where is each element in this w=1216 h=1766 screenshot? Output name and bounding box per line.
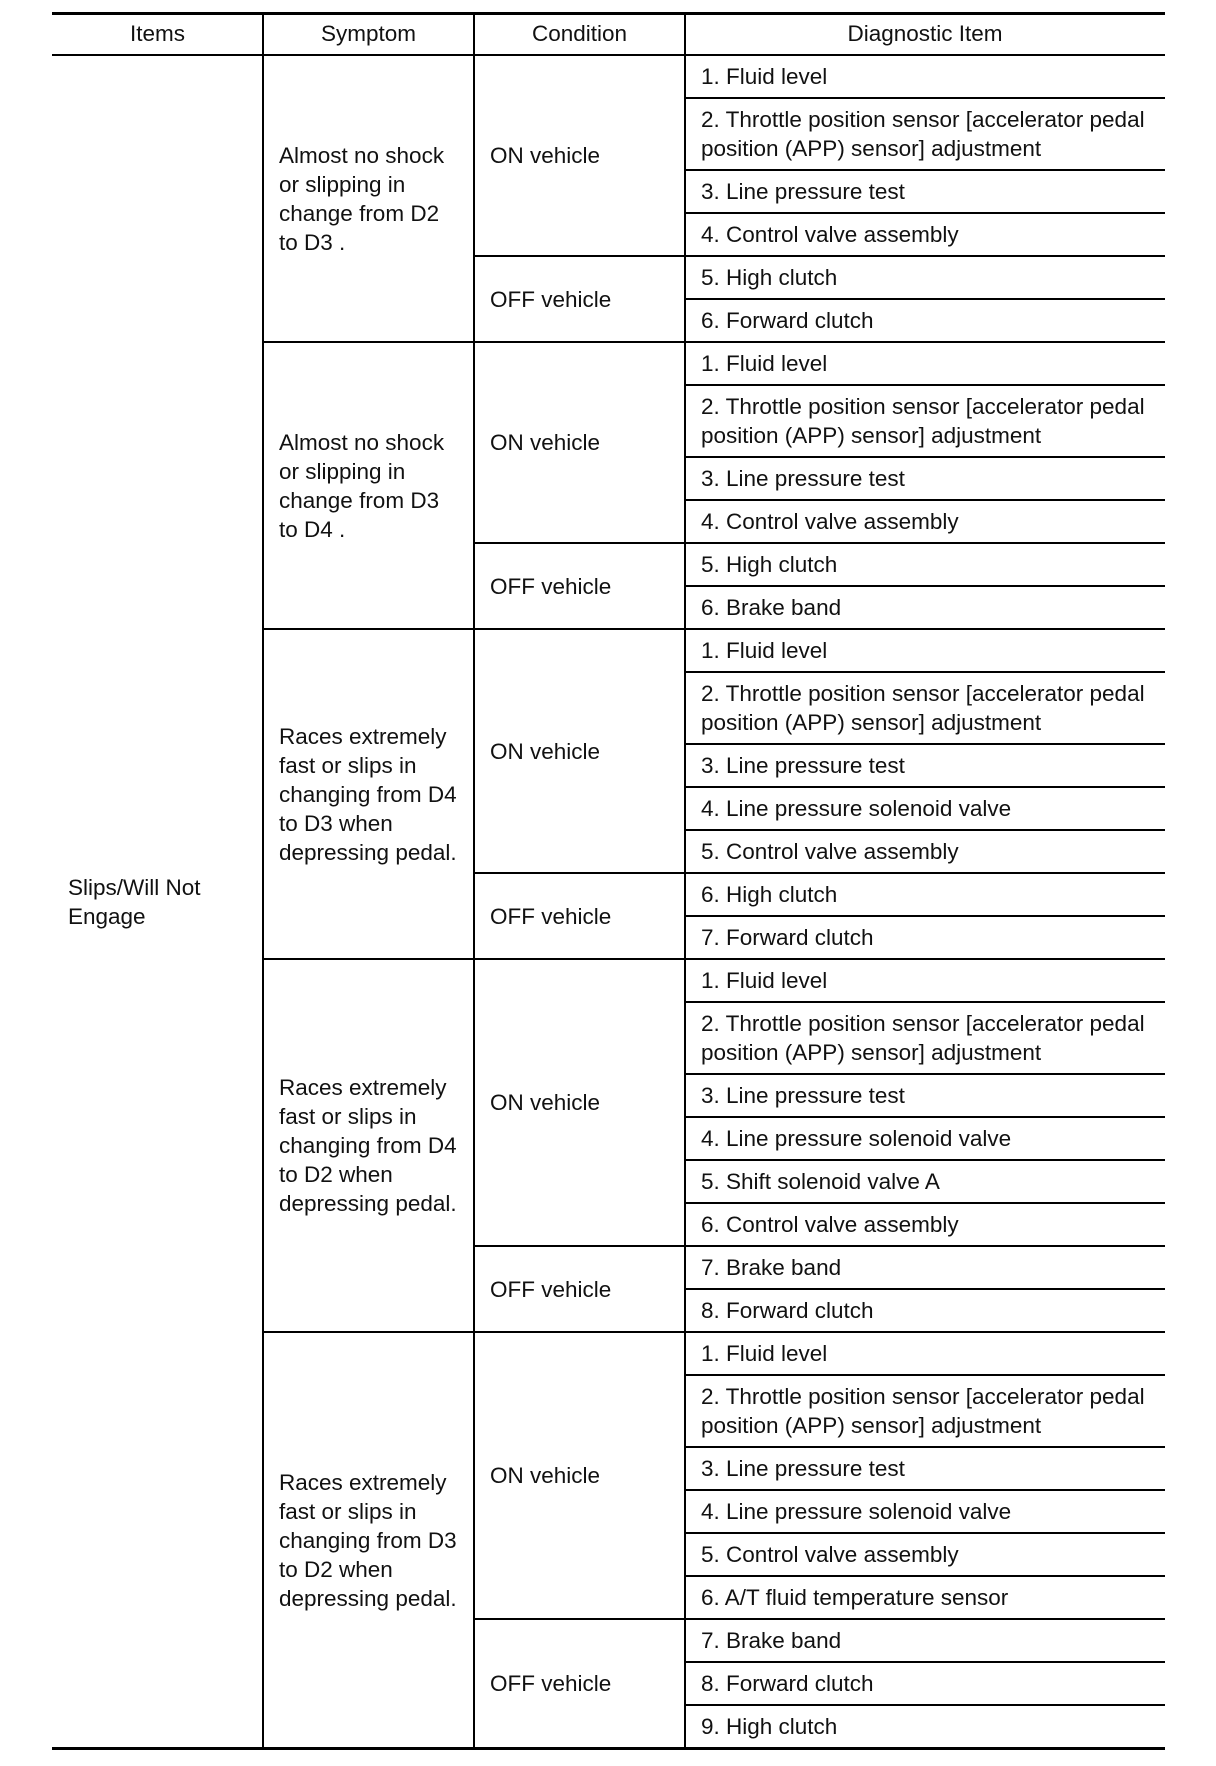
condition-cell-text: OFF vehicle (490, 1276, 612, 1302)
diagnostic-item-text: 2. Throttle position sensor [accelerator pedal position (APP) sensor] adjustment (701, 1384, 1145, 1438)
diagnostic-item-text: 5. Control valve assembly (701, 1542, 959, 1567)
diagnostic-item-text: 9. High clutch (701, 1714, 838, 1739)
diagnostic-item-text: 2. Throttle position sensor [accelerator pedal position (APP) sensor] adjustment (701, 394, 1145, 448)
header-symptom (263, 12, 474, 55)
header-diagnostic-item (685, 12, 1165, 55)
condition-cell (474, 873, 685, 959)
diagnostic-item (685, 1074, 1165, 1117)
diagnostic-item-text: 7. Brake band (701, 1628, 842, 1653)
diagnostic-item-text: 2. Throttle position sensor [accelerator pedal position (APP) sensor] adjustment (701, 1011, 1145, 1065)
diagnostic-item (685, 830, 1165, 873)
diagnostic-item (685, 1375, 1165, 1447)
diagnostic-item (685, 1533, 1165, 1576)
diagnostic-item (685, 959, 1165, 1002)
diagnostic-item-text: 4. Control valve assembly (701, 509, 959, 534)
symptom-cell-text: Races extremely fast or slips in changing from D4 to D2 when depressing pedal. (279, 1075, 457, 1216)
header-condition (474, 12, 685, 55)
diagnostic-item (685, 1203, 1165, 1246)
condition-cell (474, 1332, 685, 1619)
items-cell-text: Slips/Will Not Engage (68, 874, 201, 929)
diagnostic-item-text: 1. Fluid level (701, 968, 828, 993)
diagnostic-item-text: 3. Line pressure test (701, 1456, 905, 1481)
diagnostic-item-text: 1. Fluid level (701, 638, 828, 663)
header-items (52, 12, 263, 55)
condition-cell-text: ON vehicle (490, 143, 601, 168)
diagnostic-item (685, 1246, 1165, 1289)
diagnostic-item (685, 744, 1165, 787)
diagnostic-item (685, 457, 1165, 500)
diagnostic-item (685, 213, 1165, 256)
symptom-cell (263, 342, 474, 629)
condition-cell (474, 543, 685, 629)
table-top-rule (52, 12, 1165, 15)
header-items-text: Items (129, 21, 185, 46)
diagnostic-item (685, 873, 1165, 916)
diagnostic-item-text: 2. Throttle position sensor [accelerator pedal position (APP) sensor] adjustment (701, 681, 1145, 735)
diagnostic-item (685, 543, 1165, 586)
diagnostic-item-text: 8. Forward clutch (701, 1671, 874, 1696)
condition-cell (474, 55, 685, 256)
header-diagnostic-item-text: Diagnostic Item (847, 21, 1003, 46)
condition-cell-text: OFF vehicle (490, 573, 612, 599)
diagnostic-item-text: 3. Line pressure test (701, 1083, 905, 1108)
diagnostic-item-text: 2. Throttle position sensor [accelerator pedal position (APP) sensor] adjustment (701, 107, 1145, 161)
diagnostic-item (685, 1117, 1165, 1160)
condition-cell-text: ON vehicle (490, 1090, 601, 1115)
header-bottom-rule (52, 54, 1165, 56)
symptom-cell-text: Almost no shock or slipping in change from D3 to D4 . (279, 429, 445, 542)
diagnostic-item-text: 6. High clutch (701, 882, 838, 907)
table-bottom-rule (52, 1747, 1165, 1750)
diagnostic-item (685, 385, 1165, 457)
diagnostic-item (685, 1447, 1165, 1490)
condition-cell-text: ON vehicle (490, 430, 601, 455)
diagnostic-item (685, 342, 1165, 385)
diagnostic-item-text: 8. Forward clutch (701, 1298, 874, 1323)
diagnostic-item-text: 7. Brake band (701, 1255, 842, 1280)
diagnostic-item-text: 4. Line pressure solenoid valve (701, 1499, 1012, 1524)
diagnostic-item (685, 586, 1165, 629)
condition-cell-text: OFF vehicle (490, 286, 612, 312)
diagnostic-item (685, 916, 1165, 959)
diagnostic-item (685, 672, 1165, 744)
condition-cell-text: ON vehicle (490, 1463, 601, 1488)
condition-cell-text: ON vehicle (490, 738, 601, 764)
diagnostic-item-text: 5. Control valve assembly (701, 839, 959, 864)
diagnostic-item-text: 5. High clutch (701, 552, 838, 577)
diagnostic-item (685, 1705, 1165, 1748)
condition-cell (474, 959, 685, 1246)
diagnostic-item-text: 1. Fluid level (701, 351, 828, 376)
diagnostic-item-text: 6. Brake band (701, 595, 842, 620)
header-symptom-text: Symptom (320, 21, 417, 46)
diagnostic-item (685, 299, 1165, 342)
condition-cell-text: OFF vehicle (490, 1671, 612, 1696)
column-divider (684, 12, 686, 1748)
diagnostic-item (685, 55, 1165, 98)
diagnostic-item-text: 1. Fluid level (701, 1341, 828, 1366)
diagnostic-item (685, 1576, 1165, 1619)
symptom-cell (263, 629, 474, 959)
symptom-cell (263, 959, 474, 1332)
diagnostic-item (685, 170, 1165, 213)
header-condition-text: Condition (531, 21, 628, 46)
condition-cell (474, 1246, 685, 1332)
condition-cell (474, 342, 685, 543)
symptom-cell (263, 55, 474, 342)
symptom-cell-text: Races extremely fast or slips in changing from D4 to D3 when depressing pedal. (279, 723, 457, 865)
diagnostic-item (685, 629, 1165, 672)
diagnostic-item (685, 1332, 1165, 1375)
diagnostic-item (685, 98, 1165, 170)
condition-cell (474, 256, 685, 342)
diagnostic-item-text: 4. Line pressure solenoid valve (701, 796, 1012, 821)
items-cell (52, 55, 263, 1748)
diagnostic-item (685, 500, 1165, 543)
condition-cell-text: OFF vehicle (490, 903, 612, 929)
diagnostic-item-text: 3. Line pressure test (701, 179, 905, 204)
diagnostic-item-text: 4. Control valve assembly (701, 222, 959, 247)
symptom-cell-text: Almost no shock or slipping in change from D2 to D3 . (279, 142, 445, 255)
diagnostic-item (685, 1002, 1165, 1074)
diagnostic-item-text: 1. Fluid level (701, 64, 828, 89)
diagnostic-item-text: 4. Line pressure solenoid valve (701, 1126, 1012, 1151)
column-divider (473, 12, 475, 1748)
diagnostic-item-text: 6. Forward clutch (701, 308, 874, 333)
diagnostic-item-text: 3. Line pressure test (701, 753, 905, 778)
condition-cell (474, 629, 685, 873)
diagnostic-item-text: 6. Control valve assembly (701, 1212, 959, 1237)
diagnostic-item (685, 1662, 1165, 1705)
diagnostic-item (685, 1490, 1165, 1533)
diagnostic-item (685, 256, 1165, 299)
diagnostic-item-text: 5. High clutch (701, 265, 838, 290)
diagnostic-item (685, 1289, 1165, 1332)
diagnostic-item-text: 6. A/T fluid temperature sensor (701, 1585, 1009, 1610)
symptom-cell (263, 1332, 474, 1748)
symptom-cell-text: Races extremely fast or slips in changing from D3 to D2 when depressing pedal. (279, 1469, 457, 1611)
diagnostic-item-text: 7. Forward clutch (701, 925, 874, 950)
column-divider (262, 12, 264, 1748)
diagnostic-item (685, 787, 1165, 830)
diagnostic-item-text: 5. Shift solenoid valve A (701, 1169, 940, 1194)
diagnostic-item-text: 3. Line pressure test (701, 466, 905, 491)
condition-cell (474, 1619, 685, 1748)
diagnostic-item (685, 1160, 1165, 1203)
diagnostic-item (685, 1619, 1165, 1662)
